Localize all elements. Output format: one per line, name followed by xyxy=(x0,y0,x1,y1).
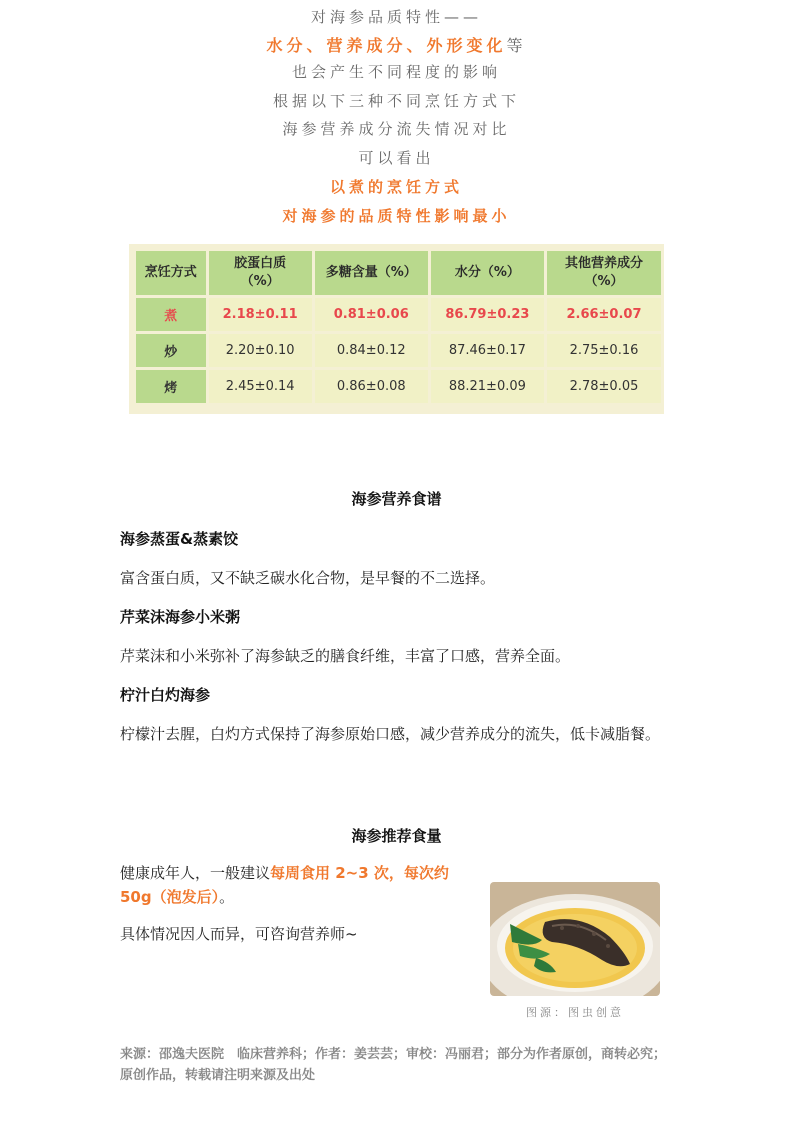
table-header: 水分（%） xyxy=(431,251,544,295)
recipe-desc: 柠檬汁去腥，白灼方式保持了海参原始口感，减少营养成分的流失，低卡减脂餐。 xyxy=(120,725,661,743)
intro-line-5: 海参营养成分流失情况对比 xyxy=(282,120,511,138)
intro-line-6: 可以看出 xyxy=(358,149,435,167)
recipe-name: 海参蒸蛋&蒸素饺 xyxy=(120,530,239,548)
table-cell-method: 煮 xyxy=(136,298,206,331)
comparison-table xyxy=(129,244,664,414)
table-cell-method: 烤 xyxy=(136,370,206,403)
table-header: 多糖含量（%） xyxy=(315,251,428,295)
table-cell: 0.86±0.08 xyxy=(315,370,428,403)
recipe-name: 芹菜沫海参小米粥 xyxy=(120,608,241,626)
table-header: 烹饪方式 xyxy=(136,251,206,295)
source-footer: 来源：邵逸夫医院 临床营养科；作者：姜芸芸；审校：冯丽君；部分为作者原创，商转必究；原创作品，转载请注明来源及出处 xyxy=(120,1047,667,1083)
table-row xyxy=(136,298,661,331)
amount-highlight: 每周食用 2~3 次，每次约 50g（泡发后） xyxy=(120,864,449,906)
table-cell: 0.84±0.12 xyxy=(315,334,428,367)
intro-line-1: 对海参品质特性—— xyxy=(310,8,482,26)
recipe-desc: 富含蛋白质，又不缺乏碳水化合物，是早餐的不二选择。 xyxy=(120,569,496,587)
table-header: 其他营养成分 （%） xyxy=(547,251,661,295)
amount-prefix: 健康成年人，一般建议 xyxy=(120,864,271,882)
table-row xyxy=(136,370,661,403)
recipe-name: 柠汁白灼海参 xyxy=(120,686,211,704)
photo-caption: 图源：图虫创意 xyxy=(526,1006,624,1019)
table-cell-method: 炒 xyxy=(136,334,206,367)
amount-paragraph-2: 具体情况因人而异，可咨询营养师~ xyxy=(120,925,358,943)
sea-cucumber-egg-image xyxy=(490,882,660,996)
amount-paragraph-1 xyxy=(120,861,470,909)
table-cell: 2.18±0.11 xyxy=(209,298,312,331)
table-row xyxy=(136,334,661,367)
intro-line-3: 也会产生不同程度的影响 xyxy=(291,63,501,81)
table-cell: 86.79±0.23 xyxy=(431,298,544,331)
table-cell: 2.45±0.14 xyxy=(209,370,312,403)
table-header: 胶蛋白质 （%） xyxy=(209,251,312,295)
intro-line-4: 根据以下三种不同烹饪方式下 xyxy=(272,92,520,110)
sea-cucumber-egg-photo xyxy=(490,882,660,996)
comparison-table-grid xyxy=(133,248,664,406)
table-cell: 0.81±0.06 xyxy=(315,298,428,331)
amount-title: 海参推荐食量 xyxy=(351,827,442,845)
intro-line-8: 对海参的品质特性影响最小 xyxy=(282,207,511,225)
recipes-title: 海参营养食谱 xyxy=(351,490,442,508)
table-header-row xyxy=(136,251,661,295)
table-cell: 2.78±0.05 xyxy=(547,370,661,403)
intro-line-2 xyxy=(0,33,793,56)
table-cell: 88.21±0.09 xyxy=(431,370,544,403)
table-cell: 87.46±0.17 xyxy=(431,334,544,367)
intro-line-7: 以煮的烹饪方式 xyxy=(329,178,463,196)
intro-line-2-tail: 等 xyxy=(506,36,527,55)
table-cell: 2.66±0.07 xyxy=(547,298,661,331)
table-cell: 2.75±0.16 xyxy=(547,334,661,367)
amount-suffix: 。 xyxy=(219,888,235,906)
table-cell: 2.20±0.10 xyxy=(209,334,312,367)
recipe-desc: 芹菜沫和小米弥补了海参缺乏的膳食纤维，丰富了口感，营养全面。 xyxy=(120,647,571,665)
intro-highlight: 水分、营养成分、外形变化 xyxy=(266,36,507,55)
